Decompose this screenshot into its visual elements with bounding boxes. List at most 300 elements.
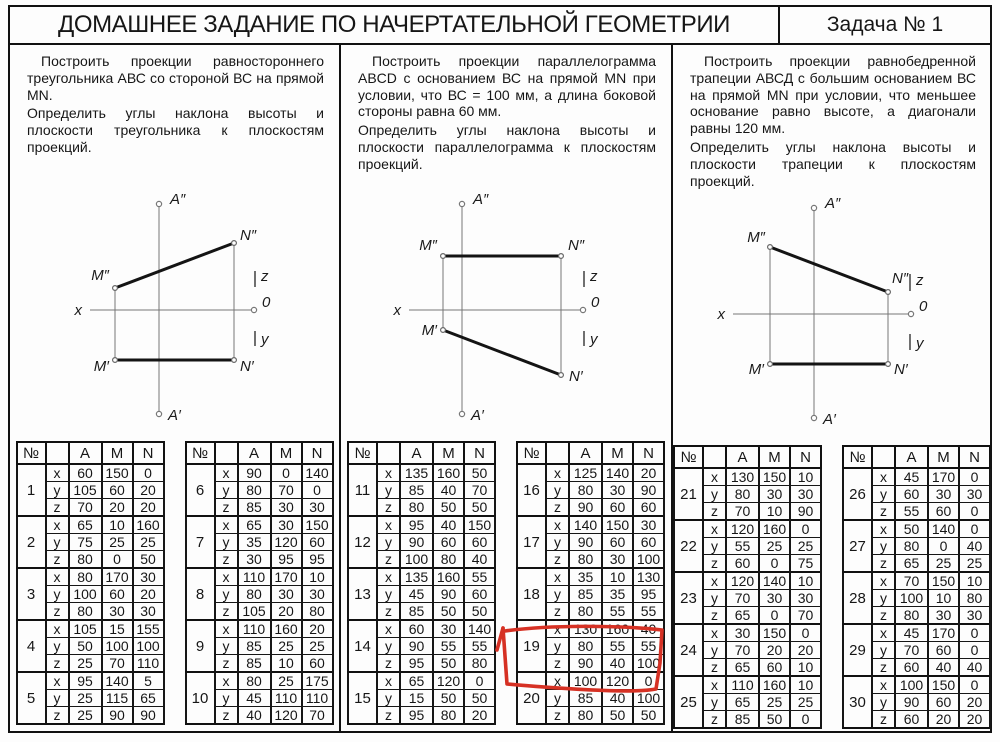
table-row: [517, 516, 664, 534]
variant-number: 30: [843, 676, 872, 728]
column-header: A: [569, 442, 602, 464]
task-number-cell: [780, 7, 990, 43]
coordinate-value: 150: [302, 516, 333, 534]
coordinate-value: 55: [464, 568, 495, 586]
column-header: A: [726, 446, 759, 468]
coordinate-value: 10: [759, 503, 790, 521]
coordinate-value: 0: [759, 607, 790, 625]
table-row: [517, 464, 664, 482]
coordinate-value: 90: [569, 499, 602, 517]
axis-label: z: [377, 603, 400, 621]
coordinate-value: 30: [959, 607, 990, 625]
coordinate-value: 120: [433, 672, 464, 690]
variant-table: [185, 441, 334, 725]
coordinate-value: 0: [633, 672, 664, 690]
coordinate-value: 50: [133, 551, 164, 569]
coordinate-value: 30: [790, 590, 821, 607]
coordinate-value: 50: [464, 499, 495, 517]
axis-label: y: [46, 482, 69, 499]
coordinate-value: 70: [895, 642, 928, 659]
coordinate-value: 80: [238, 586, 271, 603]
axis-label: x: [703, 624, 726, 642]
coordinate-value: 60: [928, 503, 959, 521]
coordinate-value: 55: [633, 603, 664, 621]
axis-label: x: [872, 520, 895, 538]
coordinate-value: 70: [726, 642, 759, 659]
coordinate-value: 10: [302, 568, 333, 586]
coordinate-value: 110: [302, 690, 333, 707]
axis-label: z: [46, 707, 69, 725]
label-n-top: N′: [894, 361, 908, 378]
coordinate-value: 10: [959, 572, 990, 590]
coordinate-value: 140: [928, 520, 959, 538]
column-header: [377, 442, 400, 464]
axis-label: y: [703, 486, 726, 503]
column-header: [546, 442, 569, 464]
coordinate-value: 60: [602, 499, 633, 517]
axis-label: x: [872, 468, 895, 486]
coordinate-value: 80: [895, 538, 928, 555]
coordinate-value: 85: [238, 638, 271, 655]
axis-label: y: [377, 586, 400, 603]
coordinate-value: 90: [400, 534, 433, 551]
axis-label: z: [215, 655, 238, 673]
variant-number: 21: [674, 468, 703, 520]
column-header: [215, 442, 238, 464]
table-row: [186, 464, 333, 482]
label-m-top: M′: [421, 322, 437, 339]
axis-label: x: [377, 672, 400, 690]
coordinate-value: 75: [69, 534, 102, 551]
axis-label: x: [546, 672, 569, 690]
variant-number: 16: [517, 464, 546, 516]
coordinate-value: 150: [759, 624, 790, 642]
coordinate-value: 70: [726, 503, 759, 521]
coordinate-value: 25: [102, 534, 133, 551]
coordinate-value: 170: [928, 468, 959, 486]
variant-number: 17: [517, 516, 546, 568]
coordinate-value: 60: [433, 534, 464, 551]
coordinate-value: 80: [69, 603, 102, 621]
coordinate-value: 55: [726, 538, 759, 555]
coordinate-value: 0: [302, 482, 333, 499]
coordinate-value: 120: [726, 520, 759, 538]
coordinate-value: 110: [238, 568, 271, 586]
coordinate-value: 100: [569, 672, 602, 690]
axis-label: x: [215, 620, 238, 638]
coordinate-value: 65: [238, 516, 271, 534]
axis-label: x: [377, 568, 400, 586]
coordinate-value: 80: [433, 551, 464, 569]
coordinate-value: 100: [633, 551, 664, 569]
label-z-axis: z: [916, 272, 924, 289]
table-row: [517, 672, 664, 690]
label-n-top: N′: [240, 358, 254, 375]
coordinate-value: 90: [569, 655, 602, 673]
label-y-axis: y: [590, 331, 598, 348]
column-header: №: [517, 442, 546, 464]
coordinate-value: 65: [726, 659, 759, 677]
task-paragraph: Определить углы наклона высоты и плоскости треугольника к плоскостям проекций.: [27, 105, 324, 155]
coordinate-value: 90: [102, 707, 133, 725]
variant-number: 27: [843, 520, 872, 572]
coordinate-value: 80: [69, 551, 102, 569]
coordinate-value: 60: [633, 499, 664, 517]
table-row: [843, 572, 990, 590]
column-header: [703, 446, 726, 468]
coordinate-value: 50: [464, 690, 495, 707]
coordinate-value: 65: [726, 607, 759, 625]
column-header: M: [433, 442, 464, 464]
coordinate-value: 20: [790, 642, 821, 659]
coordinate-value: 70: [895, 572, 928, 590]
axis-label: y: [46, 586, 69, 603]
axis-label: y: [377, 482, 400, 499]
label-y-axis: y: [261, 331, 269, 348]
coordinate-value: 30: [928, 486, 959, 503]
column-header: N: [302, 442, 333, 464]
coordinate-value: 90: [433, 586, 464, 603]
coordinate-value: 60: [102, 586, 133, 603]
tables-group-1: [10, 441, 339, 725]
coordinate-value: 85: [569, 690, 602, 707]
axis-label: x: [377, 620, 400, 638]
axis-label: x: [546, 516, 569, 534]
coordinate-value: 10: [928, 590, 959, 607]
title-cell: [10, 7, 780, 43]
coordinate-value: 0: [133, 464, 164, 482]
table-row: [17, 568, 164, 586]
sheet-frame: [8, 5, 992, 733]
coordinate-value: 30: [759, 486, 790, 503]
label-n-front: N″: [240, 227, 257, 244]
variant-number: 8: [186, 568, 215, 620]
coordinate-value: 60: [602, 534, 633, 551]
coordinate-value: 55: [895, 503, 928, 521]
coordinate-value: 30: [302, 499, 333, 517]
axis-label: z: [703, 711, 726, 729]
page-title: ДОМАШНЕЕ ЗАДАНИЕ ПО НАЧЕРТАТЕЛЬНОЙ ГЕОМЕТРИИ: [57, 11, 731, 38]
coordinate-value: 0: [959, 468, 990, 486]
coordinate-value: 100: [633, 690, 664, 707]
table-row: [674, 572, 821, 590]
coordinate-value: 120: [271, 707, 302, 725]
variant-number: 11: [348, 464, 377, 516]
coordinate-value: 95: [633, 586, 664, 603]
coordinate-value: 25: [271, 638, 302, 655]
axis-label: x: [703, 468, 726, 486]
coordinate-value: 80: [400, 499, 433, 517]
label-a-top: A′: [823, 411, 836, 428]
coordinate-value: 85: [726, 711, 759, 729]
coordinate-value: 30: [271, 499, 302, 517]
axis-label: z: [215, 499, 238, 517]
axis-label: z: [215, 707, 238, 725]
label-y-axis: y: [916, 335, 924, 352]
table-row: [674, 520, 821, 538]
axis-label: x: [703, 676, 726, 694]
coordinate-value: 95: [302, 551, 333, 569]
coordinate-value: 90: [400, 638, 433, 655]
axis-label: y: [377, 690, 400, 707]
column-header: A: [69, 442, 102, 464]
coordinate-value: 130: [569, 620, 602, 638]
variant-number: 4: [17, 620, 46, 672]
coordinate-value: 85: [238, 655, 271, 673]
axis-label: x: [377, 464, 400, 482]
coordinate-value: 0: [790, 624, 821, 642]
coordinate-value: 0: [959, 676, 990, 694]
coordinate-value: 65: [400, 672, 433, 690]
axis-label: x: [872, 676, 895, 694]
coordinate-value: 85: [400, 603, 433, 621]
axis-label: z: [46, 499, 69, 517]
coordinate-value: 0: [959, 624, 990, 642]
coordinate-value: 70: [69, 499, 102, 517]
coordinate-value: 10: [790, 659, 821, 677]
coordinate-value: 175: [302, 672, 333, 690]
coordinate-value: 100: [633, 655, 664, 673]
task-paragraph: Построить проекции равностороннего треугольника АВС со стороной ВС на прямой MN.: [27, 53, 324, 103]
coordinate-value: 20: [633, 464, 664, 482]
coordinate-value: 50: [69, 638, 102, 655]
coordinate-value: 95: [271, 551, 302, 569]
coordinate-value: 40: [633, 620, 664, 638]
axis-label: x: [546, 464, 569, 482]
coordinate-value: 60: [69, 464, 102, 482]
variant-number: 1: [17, 464, 46, 516]
coordinate-value: 110: [726, 676, 759, 694]
coordinate-value: 35: [569, 568, 602, 586]
axis-label: z: [703, 607, 726, 625]
coordinate-value: 40: [602, 655, 633, 673]
coordinate-value: 105: [69, 482, 102, 499]
variant-number: 23: [674, 572, 703, 624]
table-row: [843, 624, 990, 642]
column-header: N: [959, 446, 990, 468]
label-x-axis: x: [74, 302, 82, 319]
axis-label: z: [46, 551, 69, 569]
label-a-top: A′: [168, 407, 181, 424]
coordinate-value: 100: [102, 638, 133, 655]
axis-label: z: [872, 711, 895, 729]
axis-label: y: [546, 482, 569, 499]
axis-label: z: [377, 707, 400, 725]
coordinate-value: 150: [602, 516, 633, 534]
coordinate-value: 30: [238, 551, 271, 569]
coordinate-value: 65: [69, 516, 102, 534]
coordinate-value: 10: [271, 655, 302, 673]
coordinate-value: 50: [433, 499, 464, 517]
coordinate-value: 10: [790, 676, 821, 694]
axis-label: z: [872, 659, 895, 677]
axis-label: z: [546, 603, 569, 621]
coordinate-value: 40: [928, 659, 959, 677]
task-paragraph: Построить проекции параллелограмма ABCD с основанием ВС на прямой MN при условии, что ВС = 100 мм, а длина боковой стороны равна 60 мм.: [358, 53, 656, 120]
label-m-front: M″: [747, 229, 765, 246]
table-row: [348, 568, 495, 586]
coordinate-value: 45: [895, 468, 928, 486]
label-x-axis: x: [717, 306, 725, 323]
coordinate-value: 85: [569, 586, 602, 603]
axis-label: z: [546, 499, 569, 517]
coordinate-value: 105: [69, 620, 102, 638]
label-x-axis: x: [393, 302, 401, 319]
coordinate-value: 60: [895, 711, 928, 729]
task-text-trapezoid: [673, 45, 991, 187]
coordinate-value: 30: [602, 551, 633, 569]
axis-label: y: [546, 534, 569, 551]
table-row: [348, 464, 495, 482]
coordinate-value: 60: [895, 486, 928, 503]
coordinate-value: 170: [928, 624, 959, 642]
coordinate-value: 140: [602, 464, 633, 482]
coordinate-value: 25: [69, 690, 102, 707]
coordinate-value: 80: [464, 655, 495, 673]
coordinate-value: 25: [133, 534, 164, 551]
coordinate-value: 90: [569, 534, 602, 551]
variant-table: [673, 445, 822, 729]
coordinate-value: 85: [400, 482, 433, 499]
axis-label: z: [703, 503, 726, 521]
column-header: A: [895, 446, 928, 468]
axis-label: y: [546, 586, 569, 603]
coordinate-value: 50: [759, 711, 790, 729]
coordinate-value: 25: [759, 538, 790, 555]
table-row: [186, 516, 333, 534]
coordinate-value: 70: [102, 655, 133, 673]
coordinate-value: 60: [928, 642, 959, 659]
axis-label: y: [872, 486, 895, 503]
axis-label: z: [377, 655, 400, 673]
coordinate-value: 95: [400, 707, 433, 725]
projection-diagram-triangle: [10, 183, 341, 441]
coordinate-value: 100: [895, 676, 928, 694]
axis-label: y: [872, 694, 895, 711]
axis-label: z: [46, 603, 69, 621]
coordinate-value: 120: [726, 572, 759, 590]
axis-label: y: [377, 534, 400, 551]
projection-diagram-trapezoid: [673, 187, 991, 445]
coordinate-value: 90: [133, 707, 164, 725]
variant-number: 7: [186, 516, 215, 568]
axis-label: z: [546, 551, 569, 569]
axis-label: y: [546, 638, 569, 655]
axis-label: x: [872, 624, 895, 642]
variant-table: [16, 441, 165, 725]
coordinate-value: 25: [790, 694, 821, 711]
axis-label: z: [703, 659, 726, 677]
coordinate-value: 45: [238, 690, 271, 707]
coordinate-value: 160: [433, 568, 464, 586]
coordinate-value: 80: [726, 486, 759, 503]
table-row: [17, 620, 164, 638]
table-row: [517, 620, 664, 638]
table-row: [186, 568, 333, 586]
coordinate-value: 60: [464, 534, 495, 551]
axis-label: z: [46, 655, 69, 673]
coordinate-value: 20: [102, 499, 133, 517]
column-header: M: [602, 442, 633, 464]
table-row: [843, 468, 990, 486]
label-m-front: M″: [91, 267, 109, 284]
variant-table: [842, 445, 991, 729]
coordinate-value: 60: [633, 534, 664, 551]
task-paragraph: Определить углы наклона высоты и плоскости трапеции к плоскостям проекций.: [690, 138, 976, 189]
coordinate-value: 30: [959, 486, 990, 503]
variant-number: 15: [348, 672, 377, 724]
table-row: [186, 620, 333, 638]
coordinate-value: 150: [759, 468, 790, 486]
axis-label: y: [215, 638, 238, 655]
task-text-parallelogram: [341, 45, 671, 183]
coordinate-value: 80: [569, 482, 602, 499]
task-paragraph: Построить проекции равнобедренной трапеции АВСД с большим основанием ВС на прямой MN при условии, что меньшее основание равно высоте, а диагонали равны 120 мм.: [690, 53, 976, 137]
label-n-top: N′: [569, 368, 583, 385]
coordinate-value: 95: [400, 516, 433, 534]
axis-label: z: [872, 607, 895, 625]
coordinate-value: 80: [569, 603, 602, 621]
column-header: N: [464, 442, 495, 464]
coordinate-value: 75: [790, 555, 821, 573]
axis-label: y: [703, 642, 726, 659]
coordinate-value: 160: [433, 464, 464, 482]
column-trapezoid-task: [673, 45, 991, 731]
axis-label: y: [215, 482, 238, 499]
variant-number: 9: [186, 620, 215, 672]
variant-number: 2: [17, 516, 46, 568]
coordinate-value: 155: [133, 620, 164, 638]
axis-label: x: [546, 568, 569, 586]
coordinate-value: 55: [433, 638, 464, 655]
column-header: A: [238, 442, 271, 464]
axis-label: z: [703, 555, 726, 573]
coordinate-value: 55: [602, 603, 633, 621]
axis-label: x: [215, 516, 238, 534]
coordinate-value: 50: [895, 520, 928, 538]
table-row: [17, 516, 164, 534]
coordinate-value: 15: [102, 620, 133, 638]
coordinate-value: 85: [238, 499, 271, 517]
label-n-front: N″: [892, 270, 909, 287]
coordinate-value: 160: [271, 620, 302, 638]
coordinate-value: 20: [759, 642, 790, 659]
coordinate-value: 20: [959, 694, 990, 711]
variant-table: [516, 441, 665, 725]
coordinate-value: 50: [633, 707, 664, 725]
column-header: M: [102, 442, 133, 464]
coordinate-value: 80: [569, 638, 602, 655]
coordinate-value: 50: [464, 603, 495, 621]
variant-number: 26: [843, 468, 872, 520]
coordinate-value: 135: [400, 568, 433, 586]
coordinate-value: 20: [302, 620, 333, 638]
coordinate-value: 50: [433, 690, 464, 707]
axis-label: z: [215, 551, 238, 569]
label-a-front: A″: [473, 191, 489, 208]
coordinate-value: 60: [302, 534, 333, 551]
coordinate-value: 160: [602, 620, 633, 638]
coordinate-value: 65: [895, 555, 928, 573]
variant-number: 12: [348, 516, 377, 568]
coordinate-value: 60: [302, 655, 333, 673]
coordinate-value: 0: [102, 551, 133, 569]
variant-number: 10: [186, 672, 215, 724]
coordinate-value: 35: [602, 586, 633, 603]
axis-label: y: [546, 690, 569, 707]
axis-label: x: [215, 464, 238, 482]
column-header: №: [674, 446, 703, 468]
